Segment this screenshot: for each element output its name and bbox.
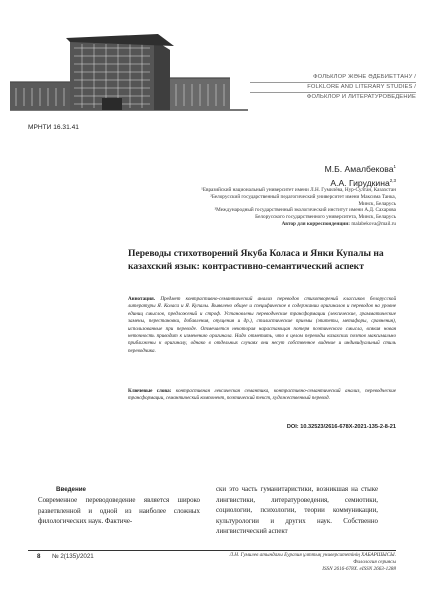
corresponding-email[interactable]: malabekova@mail.ru: [351, 220, 396, 227]
journal-rubric: [250, 73, 416, 102]
journal-logo: [10, 32, 248, 114]
author-sup: 2,3: [389, 178, 396, 184]
rubric-line: FOLKLORE AND LITERARY STUDIES /: [250, 83, 416, 93]
article-title: Переводы стихотворений Якуба Коласа и Янки Купалы на казахский язык: контрастивно-семантический аспект: [128, 248, 384, 272]
journal-footer: [166, 552, 396, 573]
keywords-text: контрастивная лексическая семантика, контрастивно-семантический анализ, переводческие трансформации, семантический компонент, поэтический текст, художественный перевод.: [128, 388, 396, 402]
mrnti-code: МРНТИ 16.31.41: [28, 124, 79, 131]
corresponding-label: Автор для корреспонденции:: [281, 220, 351, 227]
body-text-left-column: Современное переводоведение является широко разветвленной и одной из наиболее сложных филологических наук. Фактиче-: [38, 497, 200, 526]
journal-name: Л.Н. Гумилев атындағы Еуразия ұлттық университетінің ХАБАРШЫСЫ.: [229, 552, 396, 558]
affiliation-line: ³Международный государственный экологический институт имени А.Д. Сахарова: [214, 207, 396, 214]
affiliation-line: ¹Евразийский национальный университет имени Л.Н. Гумилёва, Нур-Султан, Казахстан: [201, 187, 396, 193]
issue-number: № 2(135)/2021: [52, 553, 94, 560]
affiliation-line: ²Белорусский государственный педагогический университет имени Максима Танка,: [210, 193, 396, 200]
doi[interactable]: DOI: 10.32523/2616-678X-2021-135-2-8-21: [286, 424, 396, 430]
abstract-text: Предмет контрастивно-семантический анализ переводов стихотворений классиков белорусской литературы Я. Коласа и Я. Купалы. Выявлено общее и специфическое в содержании оригиналов и переводов на уровне единиц смыслов, предложений и строф. Установлены переводческие трансформации (лексические, грамматические замены, перестановки, добавления, опущения и др.), стилистические приемы (эпитеты, метафоры, сравнения), использованные при переводе. Отмечается некоторая нарастающая потеря поэтического смысла, всякая новая неточность приводит к изменению оригинала. Надо отметить, что в целом переводы казахских поэтов максимально приближены к оригиналу, однако в отдельных случаях они несут собственное видение и индивидуальный стиль переводчика.: [128, 296, 396, 354]
author-sup: 1: [393, 164, 396, 169]
rubric-line: ФОЛЬКЛОР ЖӘНЕ ӘДЕБИЕТТАНУ /: [250, 73, 416, 83]
abstract-label: Аннотация.: [128, 296, 156, 302]
author-name: А.А. Гирудкина: [330, 178, 390, 189]
body-text-right-column: ски это часть гуманитаристики, возникшая на стыке лингвистики, литературоведения, семиотики, социологии, психологии, теории коммуникации, культурологии и других наук. Собственно лингвистический аспект: [216, 486, 378, 536]
affiliation-line: Минск, Беларусь: [358, 200, 396, 207]
author-name: М.Б. Амалбекова: [324, 163, 394, 174]
author-list: [325, 161, 396, 190]
page-number: 8: [37, 553, 41, 560]
corresponding-author: [66, 221, 396, 228]
footer-divider: [28, 550, 396, 551]
journal-issn: ISSN 2616-678X. eISSN 2663-1288: [322, 565, 396, 572]
journal-series: Филология сериясы: [353, 558, 396, 565]
affiliations: [66, 187, 396, 228]
keywords: [128, 388, 396, 403]
abstract: [128, 296, 396, 355]
author-1: [325, 161, 396, 175]
rubric-line: ФОЛЬКЛОР И ЛИТЕРАТУРОВЕДЕНИЕ: [306, 94, 416, 101]
keywords-label: Ключевые слова:: [128, 388, 172, 394]
section-heading-introduction: Введение: [56, 486, 86, 493]
affiliation-line: Белорусского государственного университета, Минск, Беларусь: [255, 214, 396, 221]
